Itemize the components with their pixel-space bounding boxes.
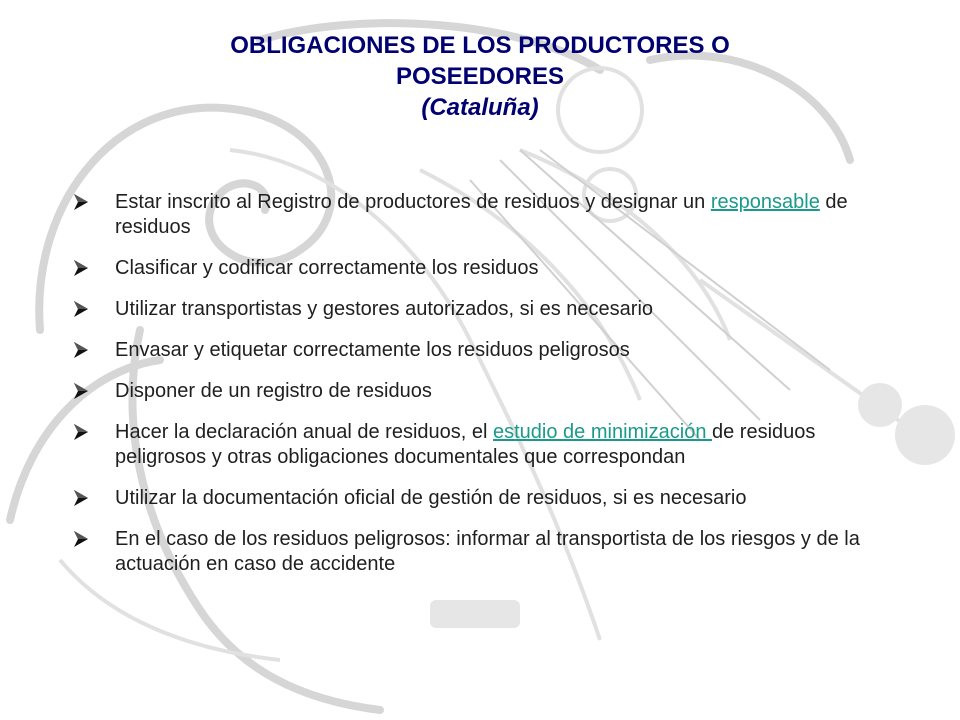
bullet-text: de residuos: [115, 191, 848, 238]
list-item: [72, 256, 892, 281]
title-line-1: OBLIGACIONES DE LOS PRODUCTORES O: [230, 32, 730, 59]
title-subtitle: (Cataluña): [421, 94, 539, 121]
list-item: [72, 190, 892, 240]
bullet-text: Hacer la declaración anual de residuos, el: [115, 421, 493, 443]
arrow-bullet-icon: [72, 341, 90, 359]
arrow-bullet-icon: [72, 300, 90, 318]
slide-title: [80, 30, 880, 123]
bullet-text: Utilizar la documentación oficial de gestión de residuos, si es necesario: [115, 487, 747, 509]
list-item: [72, 297, 892, 322]
bullet-text: En el caso de los residuos peligrosos: informar al transportista de los riesgos y de la actuación en caso de accidente: [115, 528, 860, 575]
bullet-text: Clasificar y codificar correctamente los residuos: [115, 257, 539, 279]
list-item: [72, 379, 892, 404]
obligations-list: [72, 190, 892, 593]
arrow-bullet-icon: [72, 530, 90, 548]
estudio-minimizacion-link[interactable]: estudio de minimización: [493, 421, 712, 443]
list-item: [72, 527, 892, 577]
arrow-bullet-icon: [72, 423, 90, 441]
list-item: [72, 486, 892, 511]
list-item: [72, 338, 892, 363]
list-item: [72, 420, 892, 470]
arrow-bullet-icon: [72, 382, 90, 400]
title-line-2: POSEEDORES: [395, 63, 565, 90]
arrow-bullet-icon: [72, 259, 90, 277]
arrow-bullet-icon: [72, 489, 90, 507]
responsable-link[interactable]: responsable: [710, 191, 820, 213]
bullet-text: Utilizar transportistas y gestores autorizados, si es necesario: [115, 298, 654, 320]
bullet-text: de residuos peligrosos y otras obligaciones documentales que correspondan: [115, 421, 816, 468]
arrow-bullet-icon: [72, 193, 90, 211]
bullet-text: Estar inscrito al Registro de productores de residuos y designar un: [115, 191, 711, 213]
bullet-text: Envasar y etiquetar correctamente los residuos peligrosos: [115, 339, 630, 361]
bullet-text: Disponer de un registro de residuos: [115, 380, 432, 402]
